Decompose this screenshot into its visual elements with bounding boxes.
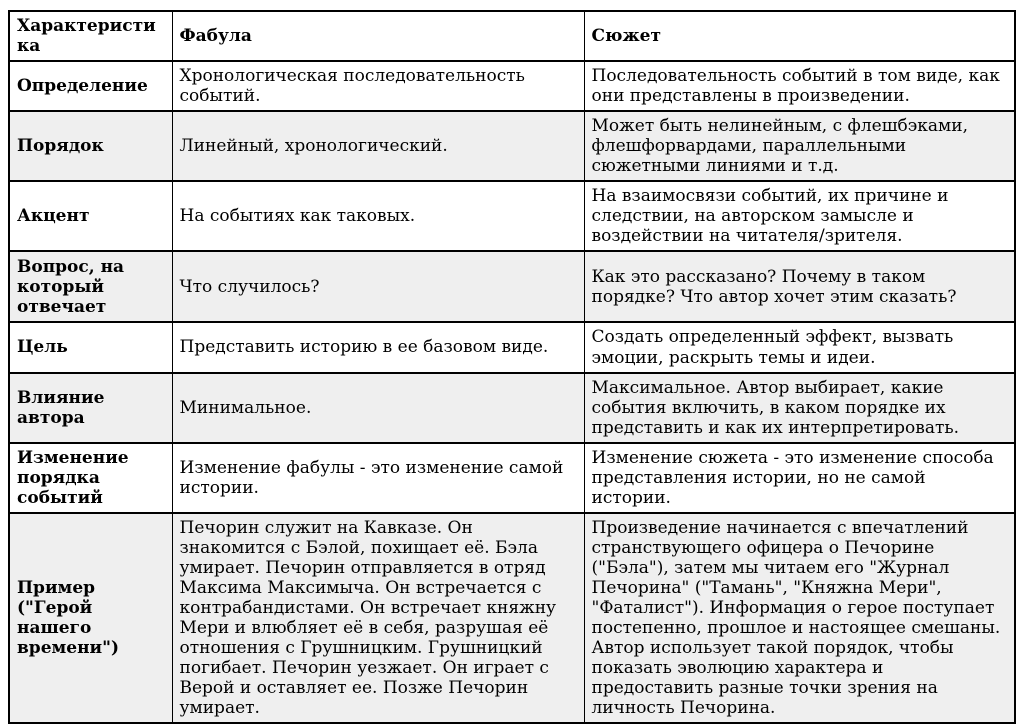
syuzhet-cell: Изменение сюжета - это изменение способа представления истории, но не самой истории. [584, 443, 1015, 513]
table-row-order-change [9, 443, 1015, 513]
syuzhet-cell: Последовательность событий в том виде, как они представлены в произведении. [584, 61, 1015, 111]
fabula-cell: Изменение фабулы - это изменение самой истории. [172, 443, 584, 513]
row-label: Акцент [9, 181, 172, 251]
fabula-cell: Хронологическая последовательность событий. [172, 61, 584, 111]
fabula-cell: На событиях как таковых. [172, 181, 584, 251]
row-label: Пример ("Герой нашего времени") [9, 513, 172, 723]
table-row-definition [9, 61, 1015, 111]
table-row-question [9, 251, 1015, 322]
row-label: Изменение порядка событий [9, 443, 172, 513]
table-row-accent [9, 181, 1015, 251]
fabula-cell: Что случилось? [172, 251, 584, 322]
syuzhet-cell: На взаимосвязи событий, их причине и следствии, на авторском замысле и воздействии на читателя/зрителя. [584, 181, 1015, 251]
row-label: Вопрос, на который отвечает [9, 251, 172, 322]
row-label: Влияние автора [9, 373, 172, 443]
table-row-order [9, 111, 1015, 181]
fabula-syuzhet-table [8, 10, 1016, 724]
fabula-cell: Печорин служит на Кавказе. Он знакомится с Бэлой, похищает её. Бэла умирает. Печорин отправляется в отряд Максима Максимыча. Он встречается с контрабандистами. Он встречает княжну Мери и влюбляет её в себя, разрушая её отношения с Грушницким. Грушницкий погибает. Печорин уезжает. Он играет с Верой и оставляет ее. Позже Печорин умирает. [172, 513, 584, 723]
header-syuzhet: Сюжет [584, 11, 1015, 61]
fabula-cell: Линейный, хронологический. [172, 111, 584, 181]
syuzhet-cell: Произведение начинается с впечатлений странствующего офицера о Печорине ("Бэла"), затем мы читаем его "Журнал Печорина" ("Тамань", "Княжна Мери", "Фаталист"). Информация о герое поступает постепенно, прошлое и настоящее смешаны. Автор использует такой порядок, чтобы показать эволюцию характера и предоставить разные точки зрения на личность Печорина. [584, 513, 1015, 723]
syuzhet-cell: Как это рассказано? Почему в таком порядке? Что автор хочет этим сказать? [584, 251, 1015, 322]
row-label: Определение [9, 61, 172, 111]
header-row [9, 11, 1015, 61]
header-characteristic: Характеристика [9, 11, 172, 61]
table-row-example [9, 513, 1015, 723]
header-fabula: Фабула [172, 11, 584, 61]
fabula-cell: Представить историю в ее базовом виде. [172, 322, 584, 372]
table-row-author-influence [9, 373, 1015, 443]
syuzhet-cell: Создать определенный эффект, вызвать эмоции, раскрыть темы и идеи. [584, 322, 1015, 372]
row-label: Порядок [9, 111, 172, 181]
table-row-goal [9, 322, 1015, 372]
row-label: Цель [9, 322, 172, 372]
syuzhet-cell: Может быть нелинейным, с флешбэками, флешфорвардами, параллельными сюжетными линиями и т.д. [584, 111, 1015, 181]
syuzhet-cell: Максимальное. Автор выбирает, какие события включить, в каком порядке их представить и как их интерпретировать. [584, 373, 1015, 443]
fabula-cell: Минимальное. [172, 373, 584, 443]
